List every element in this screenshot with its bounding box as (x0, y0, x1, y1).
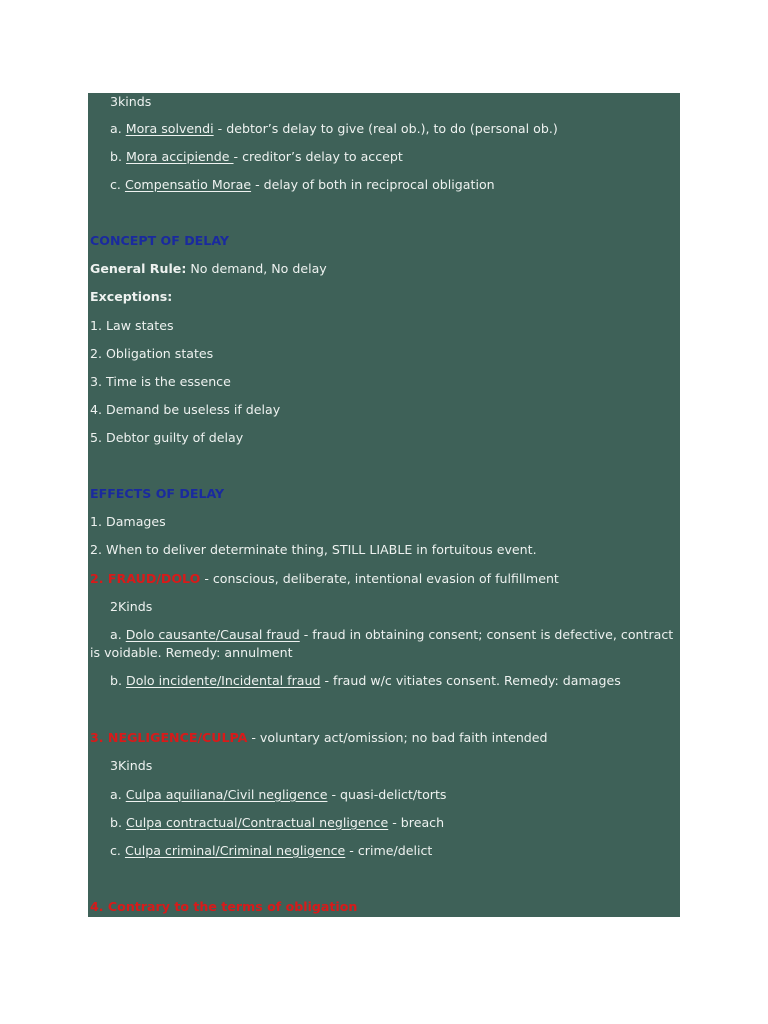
fraud-item-b: b. Dolo incidente/Incidental fraud - fraud w/c vitiates consent. Remedy: damages (110, 673, 621, 688)
exception-item: 4. Demand be useless if delay (90, 402, 281, 417)
exception-item: 5. Debtor guilty of delay (90, 430, 244, 445)
negligence-line: 3. NEGLIGENCE/CULPA - voluntary act/omission; no bad faith intended (90, 730, 548, 745)
mora-term-a: Mora solvendi (125, 121, 214, 136)
negligence-item-c: c. Culpa criminal/Criminal negligence - crime/delict (110, 843, 433, 858)
mora-item-b: b. Mora accipiende - creditor’s delay to accept (110, 149, 403, 164)
exception-item: 1. Law states (90, 318, 174, 333)
exception-item: 3. Time is the essence (90, 374, 231, 389)
mora-term-b: Mora accipiende (126, 149, 234, 164)
negligence-item-b: b. Culpa contractual/Contractual negligence - breach (110, 815, 445, 830)
document-page (88, 93, 680, 917)
effects-item: 2. When to deliver determinate thing, STILL LIABLE in fortuitous event. (90, 542, 537, 557)
negligence-term-a: Culpa aquiliana/Civil negligence (125, 787, 328, 802)
negligence-kinds-label: 3Kinds (110, 758, 153, 773)
fraud-kinds-label: 2Kinds (110, 599, 153, 614)
fraud-line: 2. FRAUD/DOLO - conscious, deliberate, intentional evasion of fulfillment (90, 571, 559, 586)
general-rule: General Rule: No demand, No delay (90, 261, 327, 276)
mora-term-c: Compensatio Morae (124, 177, 252, 192)
fraud-item-a: a. Dolo causante/Causal fraud - fraud in obtaining consent; consent is defective, contract is voidable. Remedy: annulment (90, 627, 674, 660)
exceptions-label: Exceptions: (90, 289, 173, 304)
negligence-item-a: a. Culpa aquiliana/Civil negligence - quasi-delict/torts (110, 787, 447, 802)
fraud-title: 2. FRAUD/DOLO (90, 571, 201, 586)
exception-item: 2. Obligation states (90, 346, 214, 361)
mora-item-a: a. Mora solvendi - debtor’s delay to give (real ob.), to do (personal ob.) (110, 121, 558, 136)
negligence-term-b: Culpa contractual/Contractual negligence (126, 815, 389, 830)
fraud-term-b: Dolo incidente/Incidental fraud (126, 673, 321, 688)
concept-heading: CONCEPT OF DELAY (90, 233, 229, 248)
mora-kinds-label: 3kinds (110, 94, 152, 109)
mora-item-c: c. Compensatio Morae - delay of both in reciprocal obligation (110, 177, 495, 192)
effects-heading: EFFECTS OF DELAY (90, 486, 225, 501)
contrary-heading: 4. Contrary to the terms of obligation (90, 899, 358, 914)
fraud-term-a: Dolo causante/Causal fraud (125, 627, 300, 642)
negligence-term-c: Culpa criminal/Criminal negligence (124, 843, 346, 858)
negligence-title: 3. NEGLIGENCE/CULPA (90, 730, 248, 745)
effects-item: 1. Damages (90, 514, 166, 529)
